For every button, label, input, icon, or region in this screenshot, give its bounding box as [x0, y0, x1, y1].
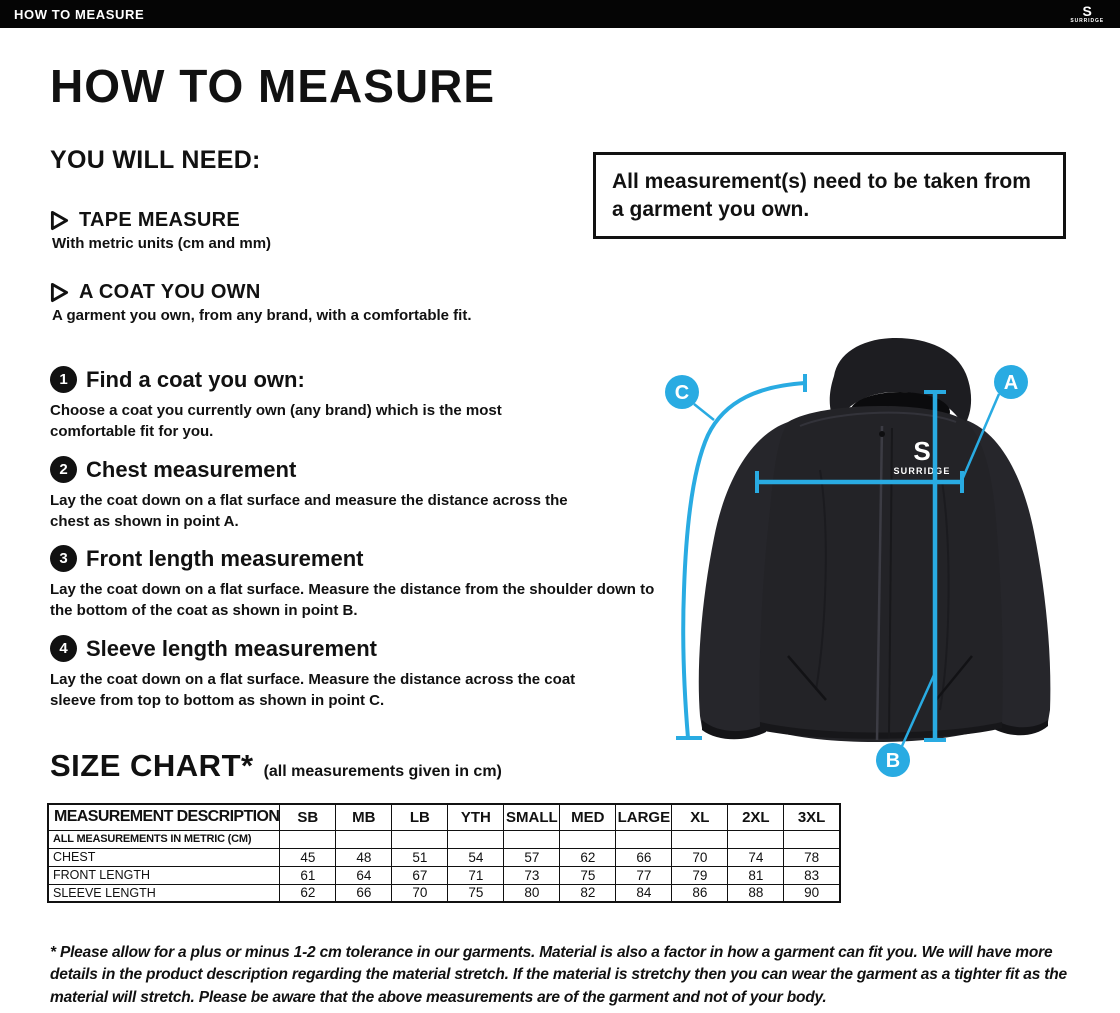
size-chart-subtitle: (all measurements given in cm) — [263, 763, 502, 780]
value-cell: 57 — [504, 848, 560, 866]
step-find-coat — [50, 366, 660, 443]
step-description: Lay the coat down on a flat surface and measure the distance across the chest as shown in point A. — [50, 492, 568, 531]
table-header-row — [48, 804, 840, 830]
value-cell: 86 — [672, 884, 728, 902]
value-cell: 66 — [616, 848, 672, 866]
empty-cell — [784, 830, 840, 848]
jacket-zip-pull — [879, 431, 885, 437]
value-cell: 45 — [280, 848, 336, 866]
empty-cell — [336, 830, 392, 848]
value-cell: 84 — [616, 884, 672, 902]
size-chart-heading — [50, 748, 502, 784]
value-cell: 48 — [336, 848, 392, 866]
value-cell: 82 — [560, 884, 616, 902]
need-item-title: A COAT YOU OWN — [79, 281, 261, 303]
step-description: Lay the coat down on a flat surface. Measure the distance across the coat sleeve from top to bottom as shown in point C. — [50, 671, 576, 710]
svg-text:C: C — [674, 382, 690, 404]
value-cell: 67 — [392, 866, 448, 884]
column-header-size: YTH — [448, 804, 504, 830]
step-number-badge: 1 — [50, 366, 77, 393]
value-cell: 70 — [672, 848, 728, 866]
step-number-badge: 4 — [50, 635, 77, 662]
column-header-size: LB — [392, 804, 448, 830]
step-title: Sleeve length measurement — [86, 635, 378, 661]
row-label-cell: SLEEVE LENGTH — [48, 884, 280, 902]
need-item-tape-measure — [50, 209, 271, 252]
value-cell: 80 — [504, 884, 560, 902]
column-header-size: SMALL — [504, 804, 560, 830]
value-cell: 73 — [504, 866, 560, 884]
column-header-size: MB — [336, 804, 392, 830]
jacket-logo-brand: SURRIDGE — [893, 466, 951, 476]
need-item-title: TAPE MEASURE — [79, 209, 241, 231]
empty-cell — [280, 830, 336, 848]
surridge-logo-brand: SURRIDGE — [1070, 18, 1104, 24]
marker-a — [994, 365, 1028, 399]
column-header-size: 2XL — [728, 804, 784, 830]
table-row — [48, 884, 840, 902]
column-header-size: MED — [560, 804, 616, 830]
value-cell: 64 — [336, 866, 392, 884]
size-chart-table — [47, 803, 841, 903]
column-header-size: SB — [280, 804, 336, 830]
step-sleeve-length-measurement — [50, 635, 660, 712]
size-chart-title: SIZE CHART* — [50, 748, 254, 783]
empty-cell — [504, 830, 560, 848]
measurement-note-box: All measurement(s) need to be taken from a garment you own. — [593, 152, 1066, 239]
svg-text:B: B — [885, 750, 901, 772]
value-cell: 88 — [728, 884, 784, 902]
table-row — [48, 866, 840, 884]
value-cell: 83 — [784, 866, 840, 884]
column-header-size: LARGE — [616, 804, 672, 830]
surridge-logo — [1070, 4, 1106, 24]
step-front-length-measurement — [50, 545, 660, 622]
jacket-image — [620, 330, 1100, 810]
value-cell: 70 — [392, 884, 448, 902]
value-cell: 74 — [728, 848, 784, 866]
value-cell: 61 — [280, 866, 336, 884]
surridge-logo-mark-icon: S — [1082, 3, 1092, 19]
triangle-bullet-icon — [50, 282, 69, 303]
step-title: Find a coat you own: — [86, 366, 305, 392]
jacket-diagram — [620, 330, 1100, 810]
value-cell: 78 — [784, 848, 840, 866]
value-cell: 62 — [560, 848, 616, 866]
row-label-cell: CHEST — [48, 848, 280, 866]
tolerance-disclaimer: * Please allow for a plus or minus 1-2 cm tolerance in our garments. Material is also a factor in how a garment can fit you. We will have more details in the product description regarding the material stretch. If the material is stretchy then you can wear the garment as a tighter fit as the material will stretch. Please be aware that the above measurements are of the garment and not of your body. — [50, 944, 1067, 1006]
empty-cell — [672, 830, 728, 848]
step-number-badge: 3 — [50, 545, 77, 572]
value-cell: 66 — [336, 884, 392, 902]
value-cell: 62 — [280, 884, 336, 902]
marker-c-connector — [694, 404, 714, 420]
step-number-badge: 2 — [50, 456, 77, 483]
you-will-need-heading: YOU WILL NEED: — [50, 146, 261, 174]
value-cell: 81 — [728, 866, 784, 884]
need-item-description: A garment you own, from any brand, with a comfortable fit. — [52, 307, 472, 324]
need-item-description: With metric units (cm and mm) — [52, 235, 272, 252]
step-description: Lay the coat down on a flat surface. Measure the distance from the shoulder down to the bottom of the coat as shown in point B. — [50, 581, 655, 620]
metric-note-row — [48, 830, 840, 848]
value-cell: 54 — [448, 848, 504, 866]
value-cell: 51 — [392, 848, 448, 866]
empty-cell — [448, 830, 504, 848]
top-bar-title: HOW TO MEASURE — [14, 6, 145, 22]
jacket-logo-mark: S — [913, 436, 931, 466]
empty-cell — [728, 830, 784, 848]
table-row — [48, 848, 840, 866]
triangle-bullet-icon — [50, 210, 69, 231]
value-cell: 79 — [672, 866, 728, 884]
row-label-cell: FRONT LENGTH — [48, 866, 280, 884]
top-bar — [0, 0, 1120, 28]
column-header-description: MEASUREMENT DESCRIPTION — [48, 804, 280, 830]
marker-c — [665, 375, 699, 409]
value-cell: 75 — [560, 866, 616, 884]
page-title: HOW TO MEASURE — [50, 60, 496, 112]
need-item-coat — [50, 281, 471, 324]
svg-text:A: A — [1003, 372, 1019, 394]
column-header-size: XL — [672, 804, 728, 830]
value-cell: 71 — [448, 866, 504, 884]
empty-cell — [560, 830, 616, 848]
empty-cell — [392, 830, 448, 848]
empty-cell — [616, 830, 672, 848]
step-title: Chest measurement — [86, 456, 297, 482]
value-cell: 77 — [616, 866, 672, 884]
step-description: Choose a coat you currently own (any brand) which is the most comfortable fit for you. — [50, 402, 502, 441]
value-cell: 75 — [448, 884, 504, 902]
value-cell: 90 — [784, 884, 840, 902]
column-header-size: 3XL — [784, 804, 840, 830]
marker-b — [876, 743, 910, 777]
step-title: Front length measurement — [86, 545, 364, 571]
metric-note-cell: ALL MEASUREMENTS IN METRIC (CM) — [48, 830, 280, 848]
step-chest-measurement — [50, 456, 660, 533]
